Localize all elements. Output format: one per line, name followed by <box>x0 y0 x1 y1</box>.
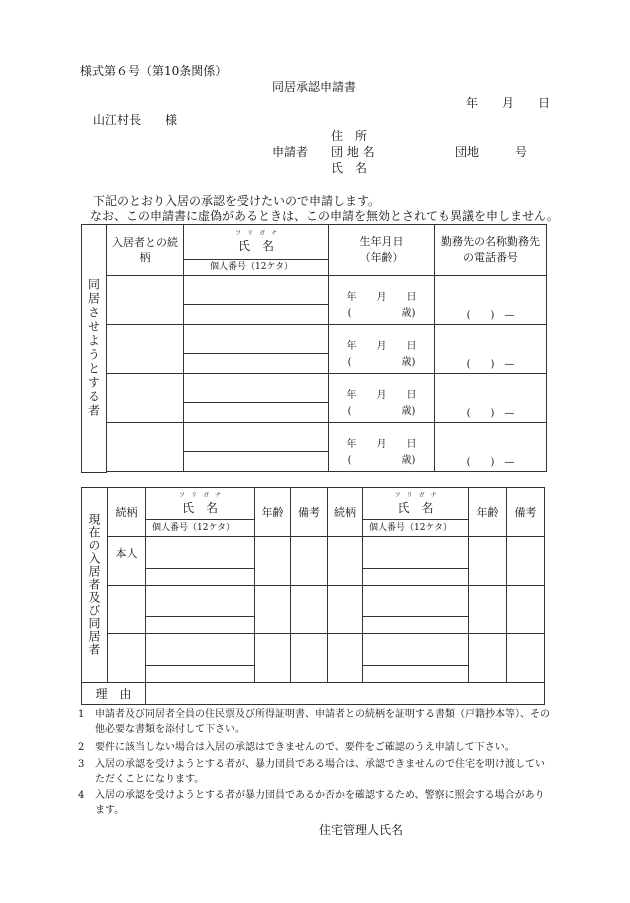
name-cell[interactable] <box>146 634 255 665</box>
work-cell[interactable]: ( ) — <box>435 374 547 423</box>
birth-cell[interactable]: 年 月 日 ( 歳) <box>329 276 435 325</box>
page-title: 同居承認申請書 <box>272 80 357 94</box>
relation-cell[interactable] <box>107 423 184 472</box>
relation-cell[interactable] <box>328 585 363 633</box>
remarks-header-left: 備考 <box>291 488 328 537</box>
birth-cell[interactable]: 年 月 日 ( 歳) <box>329 423 435 472</box>
age-cell[interactable] <box>255 585 291 633</box>
mynumber-cell[interactable] <box>146 617 255 634</box>
age-header-left: 年齢 <box>255 488 291 537</box>
work-header: 勤務先の名称勤務先の電話番号 <box>435 225 547 276</box>
date-line: 年 月 日 <box>466 96 551 110</box>
note-4: 4 入居の承認を受けようとする者が暴力団員であるか否かを確認するため、警察に照会する場合があります。 <box>78 790 545 816</box>
name-cell[interactable] <box>363 537 469 568</box>
relation-cell[interactable] <box>107 325 184 374</box>
cohabitant-table <box>81 224 547 473</box>
mynumber-header: 個人番号（12ケタ） <box>184 260 329 276</box>
age-cell[interactable] <box>255 537 291 585</box>
age-cell[interactable] <box>469 585 507 633</box>
name-header: フ リ ガ ナ 氏 名 <box>184 225 329 260</box>
age-cell[interactable] <box>469 537 507 585</box>
name-cell[interactable] <box>146 537 255 568</box>
mynumber-header-right: 個人番号（12ケタ） <box>363 520 469 537</box>
address-label: 住 所 <box>331 129 368 143</box>
remarks-cell[interactable] <box>291 537 328 585</box>
estate-suffix: 団地 号 <box>455 145 528 159</box>
mynumber-cell[interactable] <box>363 617 469 634</box>
name-cell[interactable] <box>184 325 329 354</box>
resident-table <box>81 487 545 705</box>
name-cell[interactable] <box>184 276 329 305</box>
remarks-cell[interactable] <box>507 537 545 585</box>
name-cell[interactable] <box>184 423 329 452</box>
name-header-right: フ リ ガ ナ 氏 名 <box>363 488 469 520</box>
remarks-cell[interactable] <box>507 634 545 682</box>
age-cell[interactable] <box>255 634 291 682</box>
remarks-header-right: 備考 <box>507 488 545 537</box>
relation-cell[interactable] <box>108 585 146 633</box>
relation-cell[interactable] <box>107 374 184 423</box>
relation-header: 入居者との続 柄 <box>107 225 184 276</box>
relation-cell[interactable] <box>108 634 146 682</box>
name-cell[interactable] <box>363 585 469 616</box>
relation-cell[interactable] <box>328 537 363 585</box>
work-cell[interactable]: ( ) — <box>435 423 547 472</box>
name-cell[interactable] <box>363 634 469 665</box>
mynumber-cell[interactable] <box>184 403 329 423</box>
estate-label: 団 地 名 <box>331 145 375 159</box>
mynumber-cell[interactable] <box>363 665 469 682</box>
mynumber-cell[interactable] <box>184 305 329 325</box>
relation-header-left: 続柄 <box>108 488 146 537</box>
work-cell[interactable]: ( ) — <box>435 276 547 325</box>
note-3: 3 入居の承認を受けようとする者が、暴力団員である場合は、承認できませんので住宅を明け渡していただくことになります。 <box>78 759 545 785</box>
name-cell[interactable] <box>146 585 255 616</box>
name-cell[interactable] <box>184 374 329 403</box>
mynumber-cell[interactable] <box>184 452 329 472</box>
furigana-label: フ リ ガ ナ <box>234 230 277 237</box>
relation-header-right: 続柄 <box>328 488 363 537</box>
mynumber-cell[interactable] <box>146 568 255 585</box>
relation-cell[interactable] <box>107 276 184 325</box>
reason-input[interactable] <box>146 682 545 704</box>
remarks-cell[interactable] <box>291 634 328 682</box>
age-cell[interactable] <box>469 634 507 682</box>
mynumber-cell[interactable] <box>146 665 255 682</box>
mynumber-cell[interactable] <box>363 568 469 585</box>
birth-cell[interactable]: 年 月 日 ( 歳) <box>329 374 435 423</box>
birth-header: 生年月日（年齢） <box>329 225 435 276</box>
age-header-right: 年齢 <box>469 488 507 537</box>
cohabitant-side-label: 同居させようとする者 <box>82 225 107 473</box>
birth-cell[interactable]: 年 月 日 ( 歳) <box>329 325 435 374</box>
note-2: 2 要件に該当しない場合は入居の承認はできませんので、要件をご確認のうえ申請して下さい。 <box>78 742 515 753</box>
remarks-cell[interactable] <box>507 585 545 633</box>
work-cell[interactable]: ( ) — <box>435 325 547 374</box>
applicant-label: 申請者 <box>272 145 309 159</box>
intro-line-2: なお、この申請書に虚偽があるときは、この申請を無効とされても異議を申しません。 <box>90 209 559 223</box>
mynumber-cell[interactable] <box>184 354 329 374</box>
manager-name-label: 住宅管理人氏名 <box>319 823 404 837</box>
relation-cell[interactable] <box>328 634 363 682</box>
name-label: 氏 名 <box>331 161 368 175</box>
self-label: 本人 <box>108 537 146 585</box>
reason-label: 理 由 <box>82 682 146 704</box>
form-number: 様式第６号（第10条関係） <box>80 64 228 78</box>
name-header-left: フ リ ガ ナ 氏 名 <box>146 488 255 520</box>
remarks-cell[interactable] <box>291 585 328 633</box>
note-1: 1 申請者及び同居者全員の住民票及び所得証明書、申請者との続柄を証明する書類（戸籍抄本等）、その他必要な書類を添付して下さい。 <box>78 709 550 735</box>
mynumber-header-left: 個人番号（12ケタ） <box>146 520 255 537</box>
addressee: 山江村長 様 <box>93 113 178 127</box>
resident-side-label: 現在の入居者及び同居者 <box>82 488 108 683</box>
intro-line-1: 下記のとおり入居の承認を受けたいので申請します。 <box>93 194 381 208</box>
